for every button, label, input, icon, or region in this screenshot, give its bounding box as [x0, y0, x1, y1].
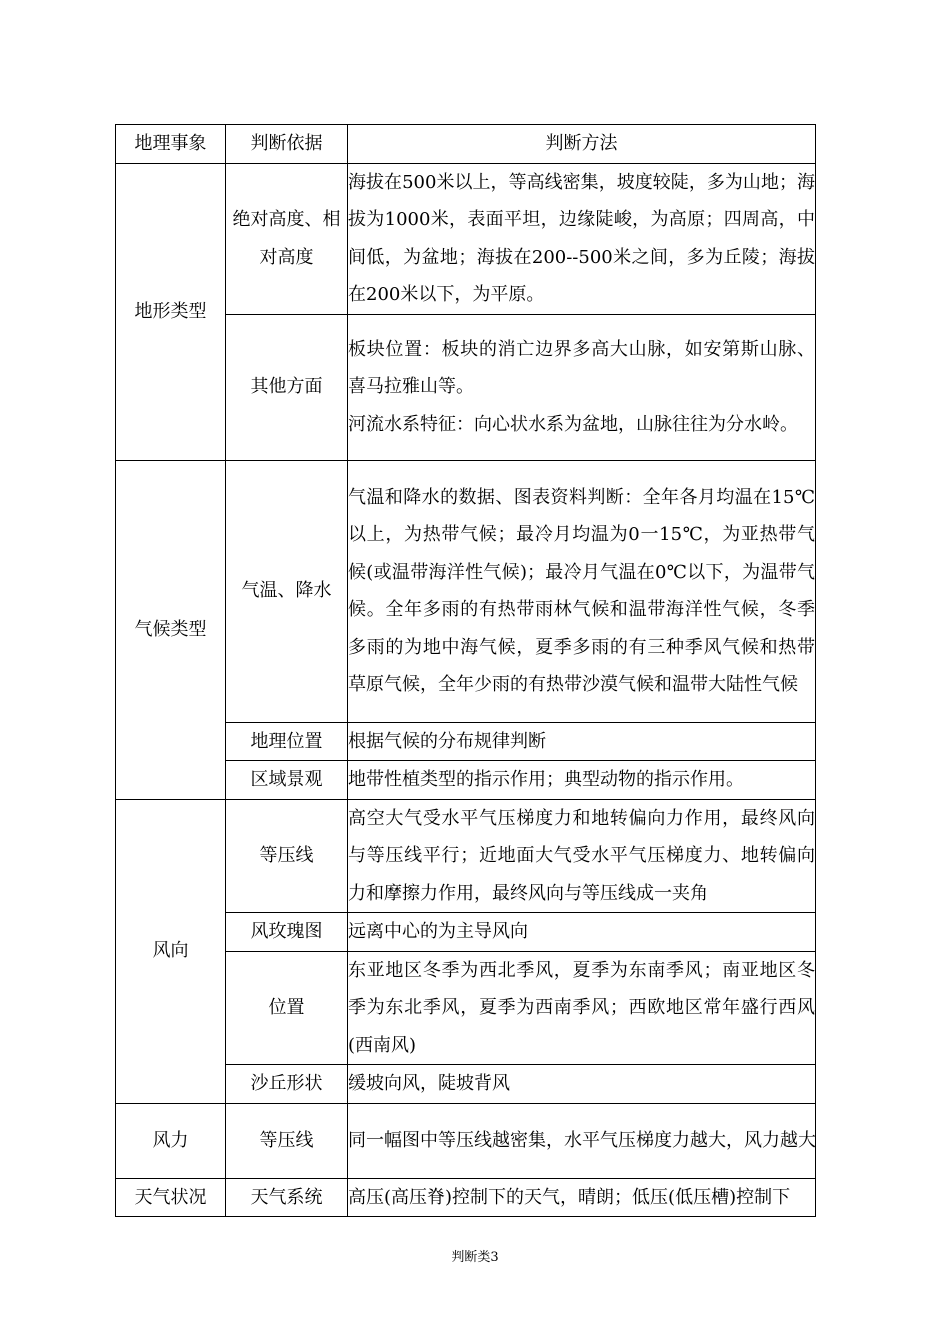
- basis-cell: 其他方面: [226, 314, 348, 460]
- basis-cell: 气温、降水: [226, 460, 348, 722]
- basis-cell: 区域景观: [226, 761, 348, 800]
- method-cell: [348, 314, 816, 460]
- method-cell: 远离中心的为主导风向: [348, 913, 816, 952]
- method-cell: 海拔在500米以上，等高线密集，坡度较陡，多为山地；海拔为1000米，表面平坦，边缘陡峻，为高原；四周高，中间低，为盆地；海拔在200--500米之间，多为丘陵；海拔在200米以下，为平原。: [348, 163, 816, 314]
- method-cell: 东亚地区冬季为西北季风，夏季为东南季风；南亚地区冬季为东北季风，夏季为西南季风；西欧地区常年盛行西风(西南风): [348, 951, 816, 1065]
- method-cell: 缓坡向风，陡坡背风: [348, 1065, 816, 1104]
- method-cell: 高空大气受水平气压梯度力和地转偏向力作用，最终风向与等压线平行；近地面大气受水平气压梯度力、地转偏向力和摩擦力作用，最终风向与等压线成一夹角: [348, 799, 816, 913]
- header-phenomenon: 地理事象: [116, 125, 226, 164]
- basis-cell: 等压线: [226, 799, 348, 913]
- table-row: [116, 163, 816, 314]
- judgment-table: [115, 124, 816, 1217]
- basis-cell: 绝对高度、相对高度: [226, 163, 348, 314]
- category-climate: 气候类型: [116, 460, 226, 799]
- method-paragraph: 板块位置：板块的消亡边界多高大山脉，如安第斯山脉、喜马拉雅山等。: [348, 338, 815, 398]
- basis-cell: 沙丘形状: [226, 1065, 348, 1104]
- category-wind-direction: 风向: [116, 799, 226, 1103]
- basis-cell: 风玫瑰图: [226, 913, 348, 952]
- method-cell: 根据气候的分布规律判断: [348, 722, 816, 761]
- header-basis: 判断依据: [226, 125, 348, 164]
- basis-cell: 地理位置: [226, 722, 348, 761]
- method-paragraph: 河流水系特征：向心状水系为盆地，山脉往往为分水岭。: [348, 413, 798, 435]
- basis-cell: 位置: [226, 951, 348, 1065]
- table-row: [116, 1103, 816, 1178]
- page-footer: 判断类3: [451, 1250, 499, 1265]
- basis-cell: 等压线: [226, 1103, 348, 1178]
- method-cell: 气温和降水的数据、图表资料判断：全年各月均温在15℃以上，为热带气候；最冷月均温为0一15℃，为亚热带气候(或温带海洋性气候)；最冷月气温在0℃以下，为温带气候。全年多雨的有热带雨林气候和温带海洋性气候，冬季多雨的为地中海气候，夏季多雨的有三种季风气候和热带草原气候，全年少雨的有热带沙漠气候和温带大陆性气候: [348, 460, 816, 722]
- header-method: 判断方法: [348, 125, 816, 164]
- table-row: [116, 799, 816, 913]
- method-paragraph: 同一幅图中等压线越密集，水平气压梯度力越大，风力越大: [348, 1129, 816, 1151]
- table-row: [116, 1178, 816, 1217]
- method-cell: 高压(高压脊)控制下的天气，晴朗；低压(低压槽)控制下: [348, 1178, 816, 1217]
- category-weather: 天气状况: [116, 1178, 226, 1217]
- method-cell: [348, 1103, 816, 1178]
- table-row: [116, 460, 816, 722]
- category-wind-force: 风力: [116, 1103, 226, 1178]
- category-terrain: 地形类型: [116, 163, 226, 460]
- header-row: [116, 125, 816, 164]
- method-cell: 地带性植类型的指示作用；典型动物的指示作用。: [348, 761, 816, 800]
- basis-cell: 天气系统: [226, 1178, 348, 1217]
